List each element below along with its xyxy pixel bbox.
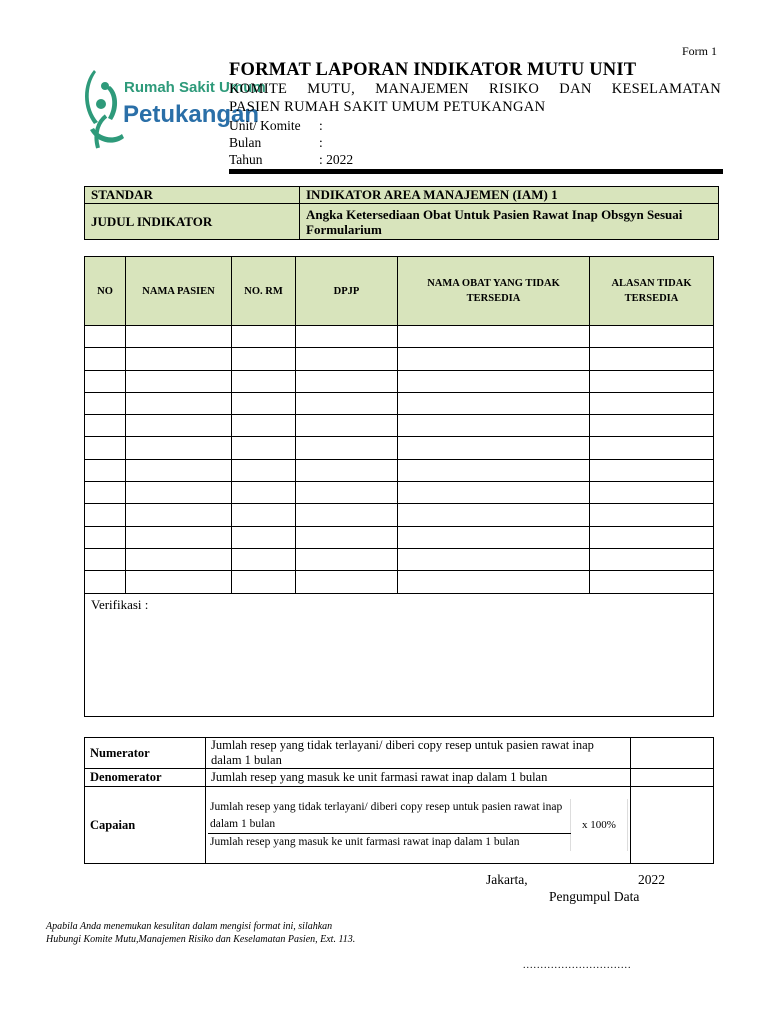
tahun-label: Tahun — [229, 152, 263, 167]
table-cell[interactable] — [590, 504, 714, 526]
table-row — [85, 370, 714, 392]
table-row — [85, 348, 714, 370]
table-cell[interactable] — [398, 437, 590, 459]
table-cell[interactable] — [296, 548, 398, 570]
capaian-formula — [206, 787, 631, 864]
table-cell[interactable] — [296, 392, 398, 414]
table-cell[interactable] — [232, 504, 296, 526]
signature-year: 2022 — [638, 872, 665, 887]
table-cell[interactable] — [398, 370, 590, 392]
table-cell[interactable] — [296, 526, 398, 548]
standard-table — [84, 186, 719, 240]
table-cell[interactable] — [85, 326, 126, 348]
unit-row — [229, 118, 323, 134]
judul-label: JUDUL INDIKATOR — [85, 204, 300, 240]
logo-line1: Rumah Sakit Umum — [124, 79, 266, 96]
table-cell[interactable] — [126, 504, 232, 526]
table-cell[interactable] — [232, 392, 296, 414]
table-cell[interactable] — [85, 392, 126, 414]
table-row — [85, 571, 714, 593]
multiplier: x 100% — [571, 799, 628, 851]
table-cell[interactable] — [590, 326, 714, 348]
table-cell[interactable] — [296, 571, 398, 593]
patient-table — [84, 256, 714, 717]
table-cell[interactable] — [296, 370, 398, 392]
table-cell[interactable] — [398, 482, 590, 504]
table-row — [85, 392, 714, 414]
table-cell[interactable] — [85, 548, 126, 570]
table-cell[interactable] — [232, 348, 296, 370]
tahun-value[interactable]: : 2022 — [319, 152, 354, 167]
col-header-nama-pasien: NAMA PASIEN — [126, 257, 232, 326]
table-cell[interactable] — [85, 504, 126, 526]
unit-value[interactable]: : — [319, 118, 323, 133]
bulan-value[interactable]: : — [319, 135, 323, 150]
table-cell[interactable] — [590, 415, 714, 437]
table-row — [85, 482, 714, 504]
signature-role: Pengumpul Data — [549, 889, 640, 904]
table-row — [85, 415, 714, 437]
table-cell[interactable] — [126, 348, 232, 370]
denominator-value-field[interactable] — [631, 769, 714, 787]
judul-value: Angka Ketersediaan Obat Untuk Pasien Rawat Inap Obsgyn Sesuai Formularium — [300, 204, 719, 240]
numerator-text: Jumlah resep yang tidak terlayani/ diberi copy resep untuk pasien rawat inap dalam 1 bulan — [206, 738, 631, 769]
col-header-alasan: ALASAN TIDAK TERSEDIA — [590, 257, 714, 326]
footnote-line2: Hubungi Komite Mutu,Manajemen Risiko dan Keselamatan Pasien, Ext. 113. — [46, 934, 356, 945]
table-cell[interactable] — [296, 437, 398, 459]
bulan-row — [229, 135, 323, 151]
table-cell[interactable] — [126, 326, 232, 348]
table-cell[interactable] — [398, 548, 590, 570]
subtitle-line1: KOMITE MUTU, MANAJEMEN RISIKO DAN KESELAMATAN — [229, 81, 721, 97]
capaian-label: Capaian — [85, 787, 206, 864]
standar-label: STANDAR — [85, 187, 300, 204]
unit-label: Unit/ Komite — [229, 118, 301, 133]
table-cell[interactable] — [398, 348, 590, 370]
table-cell[interactable] — [232, 459, 296, 481]
signature-line[interactable]: ............................... — [523, 960, 632, 971]
form-number: Form 1 — [682, 44, 718, 58]
table-cell[interactable] — [296, 482, 398, 504]
table-cell[interactable] — [296, 415, 398, 437]
table-header-row — [85, 257, 714, 326]
subtitle-line2: PASIEN RUMAH SAKIT UMUM PETUKANGAN — [229, 99, 546, 115]
table-cell[interactable] — [85, 459, 126, 481]
table-cell[interactable] — [85, 348, 126, 370]
capaian-value-field[interactable] — [631, 787, 714, 864]
tahun-row — [229, 152, 353, 168]
table-cell[interactable] — [398, 392, 590, 414]
table-cell[interactable] — [126, 459, 232, 481]
bulan-label: Bulan — [229, 135, 262, 150]
table-cell[interactable] — [126, 548, 232, 570]
table-cell[interactable] — [590, 548, 714, 570]
table-cell[interactable] — [232, 526, 296, 548]
table-cell[interactable] — [590, 459, 714, 481]
table-cell[interactable] — [126, 526, 232, 548]
capaian-denominator: Jumlah resep yang masuk ke unit farmasi rawat inap dalam 1 bulan — [210, 836, 520, 848]
table-cell[interactable] — [232, 437, 296, 459]
table-cell[interactable] — [85, 415, 126, 437]
table-cell[interactable] — [232, 482, 296, 504]
table-cell[interactable] — [590, 482, 714, 504]
table-cell[interactable] — [590, 437, 714, 459]
table-cell[interactable] — [126, 392, 232, 414]
table-cell[interactable] — [232, 571, 296, 593]
denominator-text: Jumlah resep yang masuk ke unit farmasi rawat inap dalam 1 bulan — [206, 769, 631, 787]
table-cell[interactable] — [398, 504, 590, 526]
table-cell[interactable] — [590, 392, 714, 414]
col-header-no-rm: NO. RM — [232, 257, 296, 326]
footnote-line1: Apabila Anda menemukan kesulitan dalam mengisi format ini, silahkan — [46, 921, 333, 932]
table-cell[interactable] — [232, 548, 296, 570]
table-cell[interactable] — [398, 571, 590, 593]
table-cell[interactable] — [85, 437, 126, 459]
col-header-dpjp: DPJP — [296, 257, 398, 326]
standar-value: INDIKATOR AREA MANAJEMEN (IAM) 1 — [300, 187, 719, 204]
table-cell[interactable] — [232, 370, 296, 392]
table-cell[interactable] — [398, 526, 590, 548]
verifikasi-field[interactable]: Verifikasi : — [85, 593, 714, 716]
table-cell[interactable] — [126, 370, 232, 392]
numerator-label: Numerator — [85, 738, 206, 769]
table-cell[interactable] — [126, 571, 232, 593]
footnote — [46, 920, 355, 946]
logo-emblem-icon — [85, 70, 124, 148]
table-cell[interactable] — [590, 526, 714, 548]
table-cell[interactable] — [398, 326, 590, 348]
table-row — [85, 459, 714, 481]
table-cell[interactable] — [126, 482, 232, 504]
table-cell[interactable] — [85, 370, 126, 392]
table-cell[interactable] — [296, 348, 398, 370]
signature-city: Jakarta, — [486, 872, 528, 887]
table-row — [85, 326, 714, 348]
table-cell[interactable] — [590, 348, 714, 370]
col-header-no: NO — [85, 257, 126, 326]
table-cell[interactable] — [296, 504, 398, 526]
table-row — [85, 437, 714, 459]
page-title: FORMAT LAPORAN INDIKATOR MUTU UNIT — [229, 60, 637, 80]
capaian-numerator: Jumlah resep yang tidak terlayani/ diberi copy resep untuk pasien rawat inap dalam 1 bulan — [208, 799, 571, 834]
header-divider — [229, 169, 723, 174]
denominator-label: Denomerator — [85, 769, 206, 787]
table-cell[interactable] — [126, 437, 232, 459]
indicator-table — [84, 737, 714, 864]
table-cell[interactable] — [296, 459, 398, 481]
table-cell[interactable] — [232, 326, 296, 348]
table-row — [85, 548, 714, 570]
table-cell[interactable] — [85, 571, 126, 593]
capaian-fraction — [208, 799, 628, 851]
table-row — [85, 526, 714, 548]
numerator-value-field[interactable] — [631, 738, 714, 769]
table-cell[interactable] — [85, 482, 126, 504]
table-cell[interactable] — [85, 526, 126, 548]
table-row — [85, 504, 714, 526]
table-cell[interactable] — [232, 415, 296, 437]
table-cell[interactable] — [398, 415, 590, 437]
table-cell[interactable] — [296, 326, 398, 348]
table-cell[interactable] — [126, 415, 232, 437]
logo-line2: Petukangan — [123, 101, 260, 128]
table-cell[interactable] — [590, 571, 714, 593]
table-cell[interactable] — [398, 459, 590, 481]
col-header-nama-obat: NAMA OBAT YANG TIDAK TERSEDIA — [398, 257, 590, 326]
table-cell[interactable] — [590, 370, 714, 392]
